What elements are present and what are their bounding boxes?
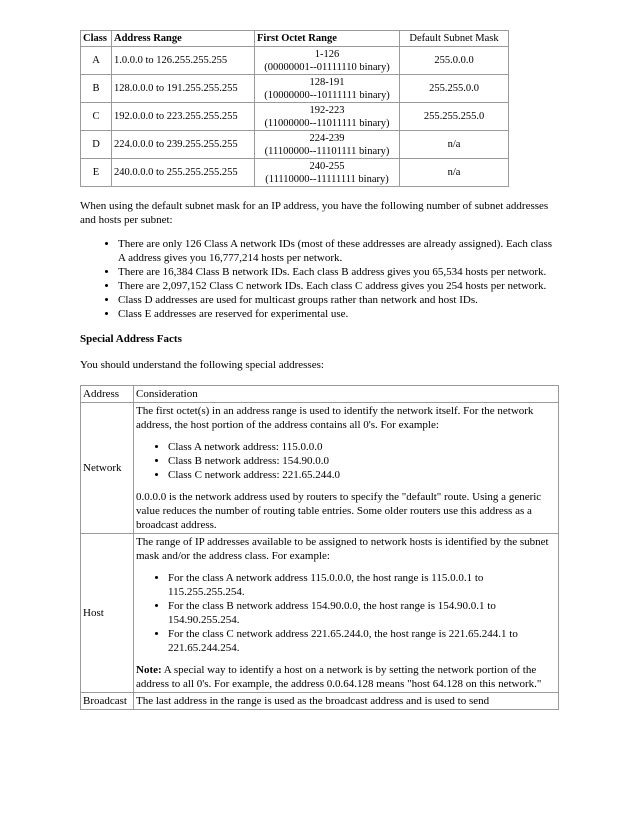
network-examples: [136, 440, 556, 482]
address-range-cell: 224.0.0.0 to 239.255.255.255: [112, 131, 255, 159]
header-class: Class: [81, 31, 112, 47]
section-intro: You should understand the following special addresses:: [80, 359, 324, 371]
list-item: • There are 2,097,152 Class C network IDs. Each class C address gives you 254 hosts per network.: [118, 279, 558, 293]
octet-binary: (10000000--10111111 binary): [264, 89, 390, 101]
first-octet-cell: [255, 159, 400, 187]
list-item: • Class A network address: 115.0.0.0: [168, 440, 556, 454]
subnet-mask-cell: 255.255.0.0: [400, 75, 509, 103]
host-label: Host: [81, 534, 134, 693]
class-facts-list: [80, 237, 558, 321]
host-consideration: [134, 534, 559, 693]
class-row-a: [81, 47, 509, 75]
first-octet-cell: [255, 131, 400, 159]
section-heading: Special Address Facts: [80, 333, 182, 345]
octet-range: 224-239: [309, 132, 345, 144]
host-intro: The range of IP addresses available to be assigned to network hosts is identified by the subnet mask and/or the address class. For example:: [136, 536, 549, 562]
special-address-table: [80, 385, 559, 710]
class-cell: E: [81, 159, 112, 187]
first-octet-cell: [255, 103, 400, 131]
octet-binary: (11100000--11101111 binary): [264, 145, 390, 157]
class-row-d: [81, 131, 509, 159]
octet-range: 192-223: [309, 104, 345, 116]
network-consideration: [134, 403, 559, 534]
octet-binary: (11000000--11011111 binary): [264, 117, 390, 129]
class-cell: A: [81, 47, 112, 75]
header-address-range: Address Range: [112, 31, 255, 47]
list-item: • For the class A network address 115.0.0.0, the host range is 115.0.0.1 to 115.255.255.254.: [168, 571, 556, 599]
header-first-octet-range: First Octet Range: [255, 31, 400, 47]
broadcast-row: [81, 693, 559, 710]
list-item: • Class C network address: 221.65.244.0: [168, 468, 556, 482]
header-default-subnet-mask: Default Subnet Mask: [400, 31, 509, 47]
class-table-header-row: [81, 31, 509, 47]
class-cell: B: [81, 75, 112, 103]
intro-paragraph: When using the default subnet mask for an IP address, you have the following number of subnet addresses and hosts per subnet:: [80, 200, 549, 226]
broadcast-label: Broadcast: [81, 693, 134, 710]
subnet-mask-cell: n/a: [400, 159, 509, 187]
octet-range: 240-255: [309, 160, 345, 172]
header-consideration: Consideration: [134, 386, 559, 403]
address-range-cell: 128.0.0.0 to 191.255.255.255: [112, 75, 255, 103]
class-row-b: [81, 75, 509, 103]
class-cell: D: [81, 131, 112, 159]
list-item: • Class B network address: 154.90.0.0: [168, 454, 556, 468]
list-item: • Class E addresses are reserved for experimental use.: [118, 307, 558, 321]
address-range-cell: 240.0.0.0 to 255.255.255.255: [112, 159, 255, 187]
host-row: [81, 534, 559, 693]
network-label: Network: [81, 403, 134, 534]
list-item: • There are only 126 Class A network IDs (most of these addresses are already assigned). Each class A address gives you 16,777,214 hosts per network.: [118, 237, 558, 265]
octet-binary: (11110000--11111111 binary): [265, 173, 389, 185]
list-item: • For the class C network address 221.65.244.0, the host range is 221.65.244.1 to 221.65.244.254.: [168, 627, 556, 655]
first-octet-cell: [255, 47, 400, 75]
list-item: • For the class B network address 154.90.0.0, the host range is 154.90.0.1 to 154.90.255.254.: [168, 599, 556, 627]
subnet-mask-cell: n/a: [400, 131, 509, 159]
class-row-e: [81, 159, 509, 187]
class-row-c: [81, 103, 509, 131]
host-examples: [136, 571, 556, 655]
network-row: [81, 403, 559, 534]
octet-range: 128-191: [309, 76, 345, 88]
note-text: A special way to identify a host on a network is by setting the network portion of the address to all 0's. For example, the address 0.0.64.128 means "host 64.128 on this network.": [136, 664, 542, 690]
octet-binary: (00000001--01111110 binary): [264, 61, 390, 73]
subnet-mask-cell: 255.255.255.0: [400, 103, 509, 131]
network-outro: 0.0.0.0 is the network address used by routers to specify the "default" route. Using a generic value reduces the number of routing table entries. Some older routers use this address as a broadcast address.: [136, 491, 542, 531]
address-range-cell: 1.0.0.0 to 126.255.255.255: [112, 47, 255, 75]
document-page: [80, 30, 560, 710]
note-label: Note:: [136, 664, 162, 676]
octet-range: 1-126: [314, 48, 340, 60]
ip-class-table: [80, 30, 509, 187]
network-intro: The first octet(s) in an address range is used to identify the network itself. For the network address, the host portion of the address contains all 0's. For example:: [136, 405, 534, 431]
broadcast-consideration: The last address in the range is used as the broadcast address and is used to send: [134, 693, 559, 710]
special-table-header-row: [81, 386, 559, 403]
list-item: • Class D addresses are used for multicast groups rather than network and host IDs.: [118, 293, 558, 307]
first-octet-cell: [255, 75, 400, 103]
host-note: [136, 663, 556, 691]
class-cell: C: [81, 103, 112, 131]
list-item: • There are 16,384 Class B network IDs. Each class B address gives you 65,534 hosts per network.: [118, 265, 558, 279]
header-address: Address: [81, 386, 134, 403]
subnet-mask-cell: 255.0.0.0: [400, 47, 509, 75]
address-range-cell: 192.0.0.0 to 223.255.255.255: [112, 103, 255, 131]
